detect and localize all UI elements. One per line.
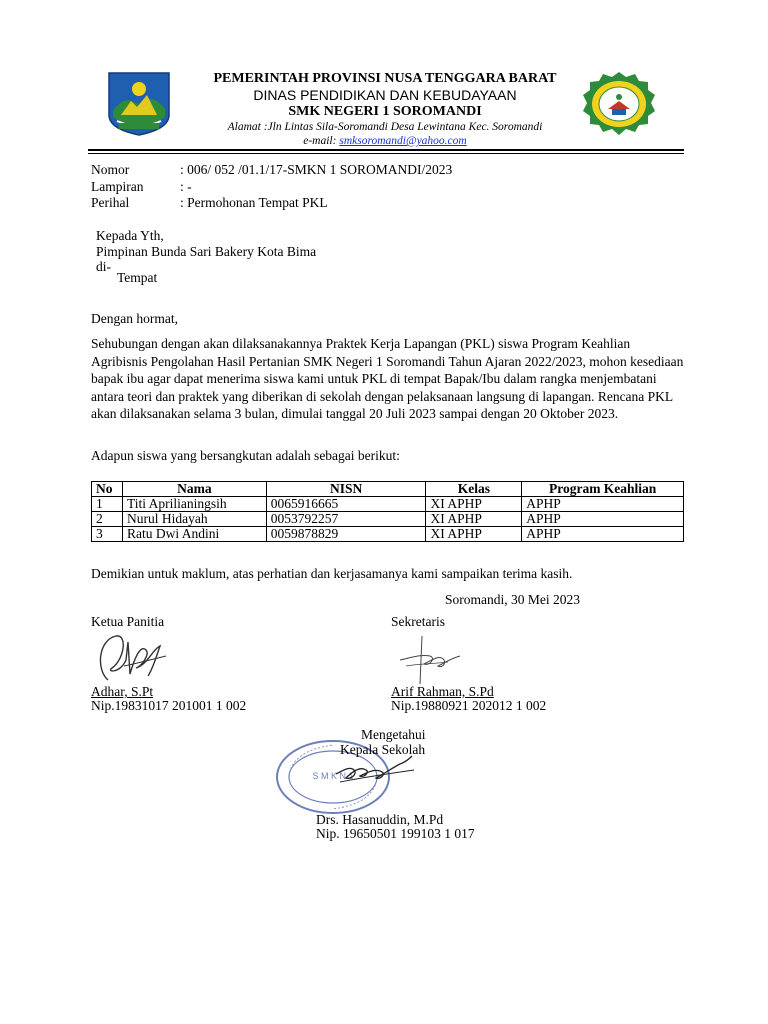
cell-program: APHP — [522, 512, 684, 527]
header-no: No — [92, 482, 123, 497]
header-program: Program Keahlian — [522, 482, 684, 497]
nomor-value: : 006/ 052 /01.1/17-SMKN 1 SOROMANDI/2023 — [180, 162, 453, 177]
perihal-label: Perihal — [91, 195, 130, 210]
letterhead-email-line — [180, 134, 590, 148]
table-header-row — [92, 482, 684, 497]
nomor-label: Nomor — [91, 162, 130, 177]
email-link[interactable]: smksoromandi@yahoo.com — [339, 135, 467, 147]
right-signature-icon — [396, 632, 466, 692]
recipient-di: di- — [96, 259, 111, 274]
cell-nisn: 0053792257 — [266, 512, 426, 527]
students-table — [91, 481, 684, 542]
table-row — [92, 512, 684, 527]
cell-kelas: XI APHP — [426, 527, 522, 542]
header-nama: Nama — [122, 482, 266, 497]
table-intro: Adapun siswa yang bersangkutan adalah sebagai berikut: — [91, 448, 400, 463]
letterhead-rule-thin — [88, 153, 684, 154]
letterhead-school: SMK NEGERI 1 SOROMANDI — [288, 104, 482, 119]
lampiran-label: Lampiran — [91, 179, 144, 194]
cell-kelas: XI APHP — [426, 497, 522, 512]
right-signer-name: Arif Rahman, S.Pd — [391, 684, 494, 699]
recipient-place: Tempat — [117, 270, 158, 285]
letterhead-government: PEMERINTAH PROVINSI NUSA TENGGARA BARAT — [213, 71, 557, 86]
recipient-name: Pimpinan Bunda Sari Bakery Kota Bima — [96, 244, 317, 259]
closing-sentence: Demikian untuk maklum, atas perhatian dan kerjasamanya kami sampaikan terima kasih. — [91, 566, 573, 581]
table-row — [92, 497, 684, 512]
head-role-acknowledge: Mengetahui — [361, 727, 426, 742]
letterhead-address: Alamat :Jln Lintas Sila-Soromandi Desa Lewintana Kec. Soromandi — [227, 121, 543, 133]
head-signature-icon — [330, 752, 420, 796]
cell-no: 2 — [92, 512, 123, 527]
header-nisn: NISN — [266, 482, 426, 497]
perihal-value: : Permohonan Tempat PKL — [180, 195, 328, 210]
header-kelas: Kelas — [426, 482, 522, 497]
school-emblem-icon — [578, 71, 660, 137]
cell-no: 3 — [92, 527, 123, 542]
left-signer-name: Adhar, S.Pt — [91, 684, 154, 699]
left-signer-role: Ketua Panitia — [91, 614, 165, 629]
letterhead — [180, 71, 590, 148]
body-paragraph: Sehubungan dengan akan dilaksanakannya Praktek Kerja Lapangan (PKL) siswa Program Keahlian Agribisnis Pengolahan Hasil Pertanian SMK Negeri 1 Soromandi Tahun Ajaran 2022/2023, mohon kesediaan bapak ibu agar dapat menerima siswa kami untuk PKL di tempat Bapak/Ibu dalam rangka menjembatani antara teori dan praktek yang diberikan di sekolah dengan pelaksanaan langsung di lapangan. Rencana PKL akan dilaksanakan selama 3 bulan, dimulai tanggal 20 Juli 2023 sampai dengan 20 Oktober 2023. — [91, 336, 684, 422]
left-signer-nip: Nip.19831017 201001 1 002 — [91, 698, 247, 713]
table-row — [92, 527, 684, 542]
recipient-salutation: Kepada Yth, — [96, 228, 164, 243]
lampiran-value: : - — [180, 179, 192, 194]
greeting: Dengan hormat, — [91, 311, 178, 326]
head-role-title: Kepala Sekolah — [340, 742, 426, 757]
email-label: e-mail: — [303, 135, 340, 147]
right-signer-nip: Nip.19880921 202012 1 002 — [391, 698, 547, 713]
place-date: Soromandi, 30 Mei 2023 — [445, 592, 580, 607]
left-signature-icon — [94, 630, 174, 690]
cell-nama: Nurul Hidayah — [122, 512, 266, 527]
letterhead-department: DINAS PENDIDIKAN DAN KEBUDAYAAN — [253, 87, 517, 103]
head-nip: Nip. 19650501 199103 1 017 — [316, 826, 475, 841]
cell-nama: Ratu Dwi Andini — [122, 527, 266, 542]
provincial-emblem-icon — [103, 71, 175, 137]
cell-kelas: XI APHP — [426, 512, 522, 527]
right-signer-role: Sekretaris — [391, 614, 445, 629]
svg-text:S M K N 1: S M K N 1 — [312, 771, 354, 781]
letterhead-rule-thick — [88, 149, 684, 151]
cell-program: APHP — [522, 527, 684, 542]
cell-nisn: 0059878829 — [266, 527, 426, 542]
head-name: Drs. Hasanuddin, M.Pd — [316, 812, 444, 827]
cell-nisn: 0065916665 — [266, 497, 426, 512]
cell-nama: Titi Aprilianingsih — [122, 497, 266, 512]
cell-no: 1 — [92, 497, 123, 512]
cell-program: APHP — [522, 497, 684, 512]
